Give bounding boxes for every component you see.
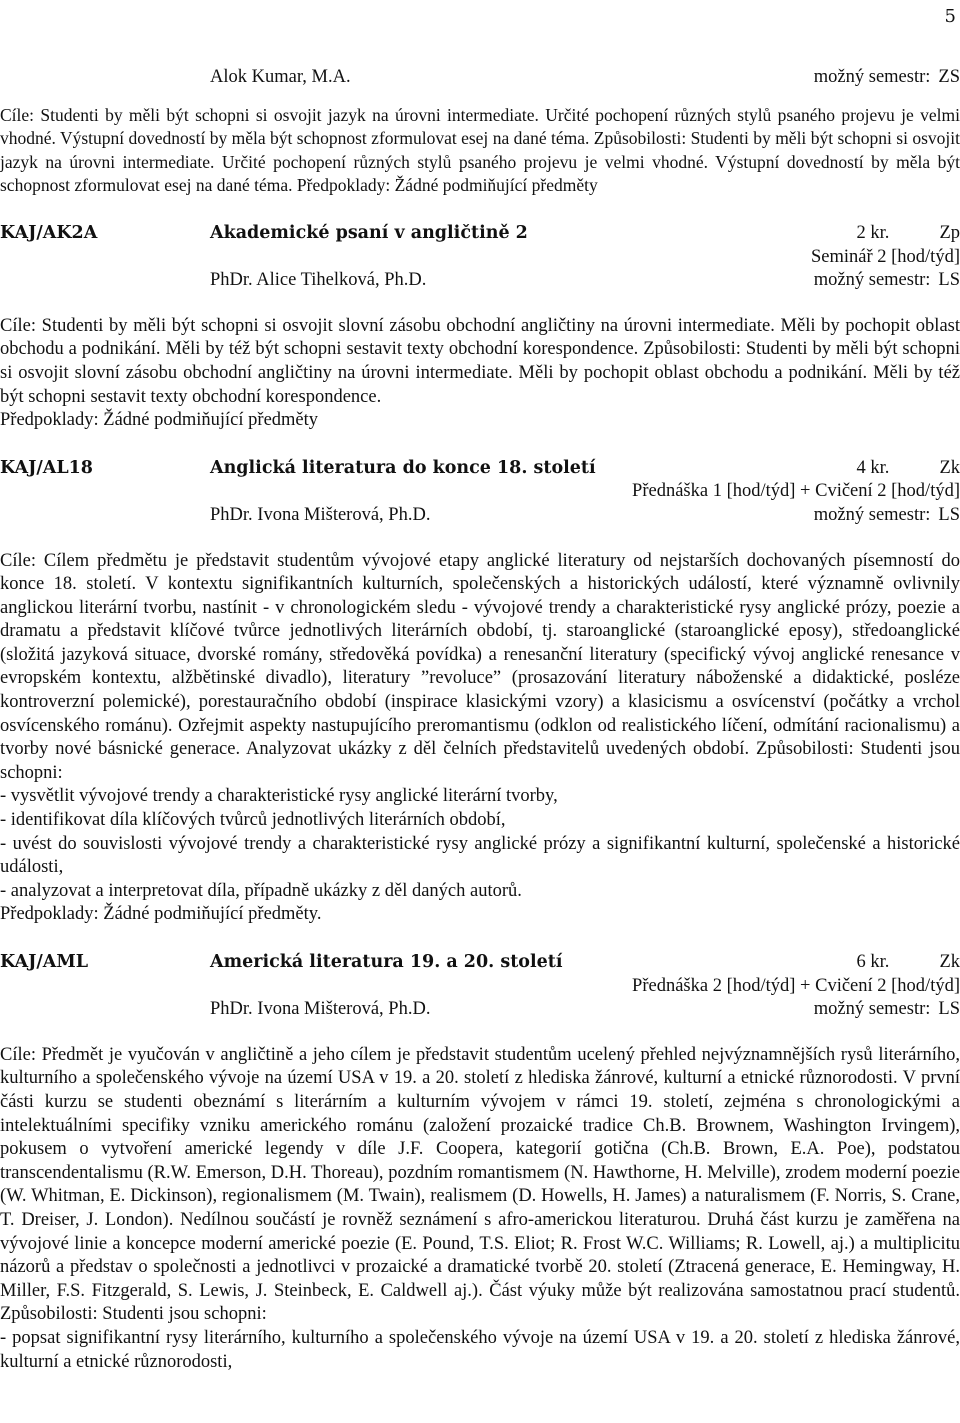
- credits-value: 2 kr.: [856, 222, 890, 243]
- completion-type: Zk: [939, 457, 960, 478]
- course-credits: [857, 457, 960, 481]
- semester-value: LS: [938, 999, 960, 1020]
- page-number: 5: [944, 6, 956, 27]
- teacher-row: [0, 269, 960, 293]
- prerequisites: Předpoklady: Žádné podmiňující předměty.: [0, 904, 322, 925]
- list-item: - analyzovat a interpretovat díla, případně ukázky z děl daných autorů.: [0, 880, 522, 901]
- description-paragraph: Cíle: Studenti by měli být schopni si osvojit slovní zásobu obchodní angličtiny na úrovni intermediate. Měli by pochopit oblast obchodu a podnikání. Měli by též být schopni sestavit texty obchodní korespondence. Způsobilosti: Studenti by měli být schopni si osvojit slovní zásobu obchodní angličtiny na úrovni intermediate. Měli by pochopit oblast obchodu a podnikání. Měli by též být schopni sestavit texty obchodní korespondence.: [0, 315, 960, 407]
- completion-type: Zp: [939, 222, 960, 243]
- course-hours: Přednáška 2 [hod/týd] + Cvičení 2 [hod/týd]: [632, 975, 960, 996]
- course-code: KAJ/AK2A: [0, 222, 98, 243]
- course-title: Americká literatura 19. a 20. století: [210, 952, 563, 972]
- description-paragraph: Cíle: Předmět je vyučován v angličtině a jeho cílem je představit studentům ucelený přehled nejvýznamnějších rysů literárního, kulturního a společenského vývoje na území USA v 19. a 20. století z hlediska žánrové, kulturní a etnické různorodosti. V první části kurzu se studenti obeznámí s literárním a kulturním vývojem v rámci 19. století, zejména s chronologickými a intelektuálními specifiky vzniku amerického románu (založení prozaické tradice Ch.B. Brownem, Washington Irvingem), pokusem o vytvoření americké legendy v díle J.F. Coopera, kategorií gotična (Ch.B. Brown, E.A. Poe), podstatou transcendentalismu (R.W. Emerson, D.H. Thoreau), pozdním romantismem (N. Hawthorne, H. Melville), zrodem moderní poezie (W. Whitman, E. Dickinson), regionalismem (M. Twain), realismem (D. Howells, H. James) a naturalismem (F. Norris, S. Crane, T. Dreiser, J. London). Nedílnou součástí je rovněž seznámení s afro-americkou literaturou. Druhá část kurzu je zaměřena na vývojové linie a koncepce moderní americké poezie (E. Pound, T.S. Eliot; R. Frost W.C. Williams; R. Lowell, aj.) a multiplicitu názorů a představ o společnosti a jednotlivci v prozaické a dramatické tvorbě 20. století (Ztracená generace, E. Hemingway, H. Miller, F.S. Fitzgerald, S. Lewis, J. Steinbeck, E. Caldwell aj.). Část výuky může být realizována samostatnou prací studentů. Způsobilosti: Studenti jsou schopni:: [0, 1044, 960, 1325]
- semester-value: ZS: [938, 67, 960, 87]
- semester-info: [814, 998, 960, 1022]
- semester-info: [814, 269, 960, 293]
- teacher-row: [0, 998, 960, 1022]
- course-description: [0, 1044, 960, 1374]
- course-title: Anglická literatura do konce 18. století: [210, 457, 596, 478]
- course-hours: Přednáška 1 [hod/týd] + Cvičení 2 [hod/týd]: [632, 481, 960, 502]
- semester-label: možný semestr:: [813, 67, 931, 87]
- teacher-name: PhDr. Ivona Mišterová, Ph.D.: [210, 504, 431, 525]
- course-header: [0, 951, 960, 975]
- semester-label: možný semestr:: [813, 999, 931, 1020]
- semester-label: možný semestr:: [813, 270, 931, 291]
- semester-info: [814, 504, 960, 528]
- teacher-name: PhDr. Alice Tihelková, Ph.D.: [210, 270, 427, 291]
- course-header: [0, 457, 960, 481]
- description-paragraph: Předpoklady: Žádné podmiňující předměty: [0, 410, 319, 431]
- credits-value: 4 kr.: [856, 457, 890, 478]
- completion-type: Zk: [939, 952, 960, 972]
- description-paragraph: Cíle: Cílem předmětu je představit studentům vývojové etapy anglické literatury od nejstarších dochovaných písemností do konce 18. století. V kontextu signifikantních kulturních, společenských a historických událostí, které významně ovlivnily anglickou literární tvorbu, nastínit - v chronologickém sledu - vývojové trendy a charakteristické rysy anglické prózy, poezie a dramatu a představit klíčové tvůrce jednotlivých literárních období, tj. staroanglické (staroanglické eposy), středoanglické (složitá jazyková situace, dvorské romány, středověká povídka) a renesanční literatury (specifický vývoj anglické renesance v evropském kontextu, alžbětinské divadlo), literatury ”revoluce” (prosazování literatury náboženské a didaktické, posléze kontroverzní polemické), porestauračního období (inspirace klasickými vzory) a klasicismu a osvícenství (počátky a vrchol osvícenského románu). Ozřejmit aspekty nastupujícího preromantismu (odklon od realistického líčení, odmítání racionalismu) a tvorby nové básnické generace. Analyzovat ukázky z děl čelních představitelů uvedených období. Způsobilosti: Studenti jsou schopni:: [0, 550, 960, 783]
- semester-info: [814, 66, 960, 90]
- course-code: KAJ/AL18: [0, 457, 93, 478]
- hours-row: [0, 480, 960, 504]
- course-code: KAJ/AML: [0, 952, 89, 972]
- semester-value: LS: [938, 270, 960, 291]
- description-paragraph: Cíle: Studenti by měli být schopni si osvojit jazyk na úrovni intermediate. Určité pochopení různých stylů psaného projevu je velmi vhodné. Výstupní dovedností by měla být schopnost zformulovat esej na dané téma. Způsobilosti: Studenti by měli být schopni si osvojit jazyk na úrovni intermediate. Určité pochopení různých stylů psaného projevu je velmi vhodné. Výstupní dovedností by měla být schopnost zformulovat esej na dané téma. Předpoklady: Žádné podmiňující předměty: [0, 104, 960, 196]
- course-hours: Seminář 2 [hod/týd]: [810, 246, 960, 267]
- teacher-row: [0, 504, 960, 528]
- list-item: - vysvětlit vývojové trendy a charakteristické rysy anglické literární tvorby,: [0, 786, 558, 807]
- course-description: [0, 550, 960, 928]
- document-body: [0, 66, 960, 1374]
- course-header: [0, 222, 960, 246]
- list-item: - identifikovat díla klíčových tvůrců jednotlivých literárních období,: [0, 810, 506, 831]
- course-credits: [857, 222, 960, 246]
- hours-row: [0, 975, 960, 999]
- teacher-name: PhDr. Ivona Mišterová, Ph.D.: [210, 999, 431, 1020]
- hours-row: [0, 246, 960, 270]
- list-item: - popsat signifikantní rysy literárního, kulturního a společenského vývoje na území USA v 19. a 20. století z hlediska žánrové, kulturní a etnické různorodosti,: [0, 1327, 960, 1372]
- course-title: Akademické psaní v angličtině 2: [210, 222, 528, 243]
- course-description: [0, 315, 960, 433]
- course-credits: [857, 951, 960, 975]
- semester-label: možný semestr:: [813, 504, 931, 525]
- teacher-name: Alok Kumar, M.A.: [210, 67, 351, 87]
- course-description: [0, 104, 960, 198]
- credits-value: 6 kr.: [856, 952, 890, 972]
- semester-value: LS: [938, 504, 960, 525]
- list-item: - uvést do souvislosti vývojové trendy a charakteristické rysy anglické prózy a signifikantní kulturní, společenské a historické události,: [0, 833, 960, 878]
- teacher-row: [0, 66, 960, 90]
